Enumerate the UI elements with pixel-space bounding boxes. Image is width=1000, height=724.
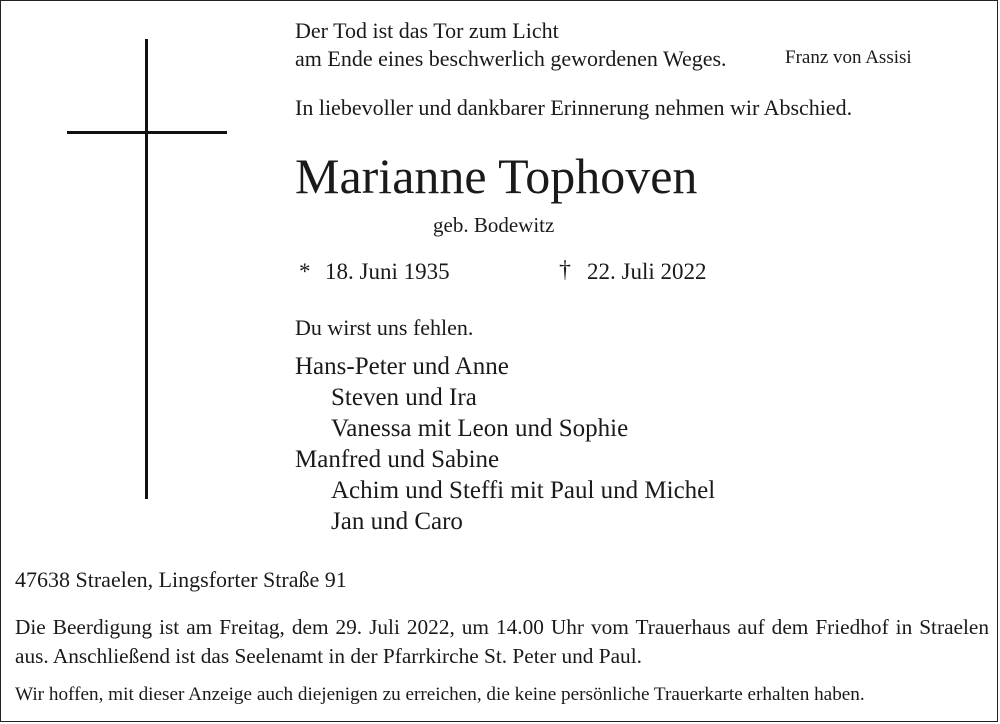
funeral-info: Die Beerdigung ist am Freitag, dem 29. Juli 2022, um 14.00 Uhr vom Trauerhaus auf dem Friedhof in Straelen aus. Anschließend ist das Seelenamt in der Pfarrkirche St. Peter und Paul. [15,615,989,668]
birth-date: 18. Juni 1935 [325,259,450,284]
farewell-text: In liebevoller und dankbarer Erinnerung nehmen wir Abschied. [295,95,853,120]
birth-star-icon: * [299,259,311,284]
cross-icon-crossbar [67,131,227,134]
quote-author: Franz von Assisi [785,47,912,68]
address: 47638 Straelen, Lingsforter Straße 91 [15,567,347,592]
mourner-line: Jan und Caro [331,508,463,535]
death-date: 22. Juli 2022 [587,259,707,284]
miss-you-text: Du wirst uns fehlen. [295,315,474,340]
notice-text: Wir hoffen, mit dieser Anzeige auch diejenigen zu erreichen, die keine persönliche Trauerkarte erhalten haben. [15,684,865,705]
mourner-line: Hans-Peter und Anne [295,353,509,380]
deceased-name: Marianne Tophoven [295,148,698,204]
cross-icon [145,39,148,499]
quote-line-1: Der Tod ist das Tor zum Licht [295,18,559,43]
maiden-name: geb. Bodewitz [433,213,555,237]
mourner-line: Manfred und Sabine [295,446,500,473]
mourner-line: Achim und Steffi mit Paul und Michel [331,477,716,504]
death-cross-icon: † [559,257,571,283]
mourner-line: Vanessa mit Leon und Sophie [331,415,629,442]
quote-line-2: am Ende eines beschwerlich gewordenen Weges. [295,46,727,71]
mourner-line: Steven und Ira [331,384,477,411]
